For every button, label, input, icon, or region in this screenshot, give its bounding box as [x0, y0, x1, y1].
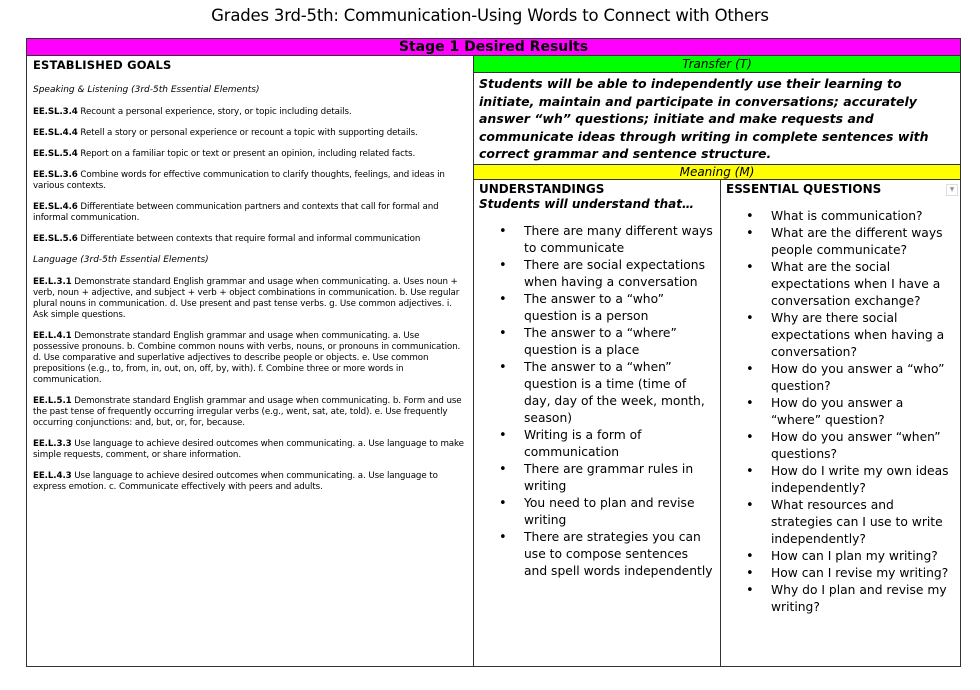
document-title: Grades 3rd-5th: Communication-Using Words to Connect with Others: [211, 6, 769, 25]
essential-question-item: • What is communication?: [771, 208, 955, 225]
essential-question-item: • How do you answer “when” questions?: [771, 429, 955, 463]
essential-question-item: • Why do I plan and revise my writing?: [771, 582, 955, 616]
goal-code: EE.L.3.3: [33, 439, 72, 449]
goal-text: Demonstrate standard English grammar and usage when communicating. a. Uses noun + verb, noun + adjective, and subject + verb + object combinations in communication. b. Use regular plural nouns in communication. d. Use present and past tense verbs. g. Use common adjectives. i. Ask simple questions.: [33, 277, 460, 320]
goal-code: EE.L.4.1: [33, 331, 72, 341]
goal-text: Use language to achieve desired outcomes when communicating. a. Use language to express emotion. c. Communicate effectively with peers and adults.: [33, 471, 438, 492]
understandings-cell: [474, 180, 721, 666]
transfer-statement: Students will be able to independently use their learning to initiate, maintain and participate in conversations; accurately answer “wh” questions; initiate and make requests and communicate ideas through writing in complete sentences with correct grammar and sentence structure.: [479, 76, 929, 161]
goal-text: Differentiate between communication partners and contexts that call for formal and informal communication.: [33, 202, 439, 223]
understanding-item: • There are grammar rules in writing: [524, 461, 715, 495]
stage1-table: [26, 38, 961, 667]
goal-item: [33, 170, 467, 192]
goal-item: [33, 439, 467, 461]
understandings-heading: UNDERSTANDINGS: [479, 182, 605, 196]
goal-item: [33, 471, 467, 493]
understanding-item: • There are social expectations when having a conversation: [524, 257, 715, 291]
goal-text: Demonstrate standard English grammar and usage when communicating. b. Form and use the past tense of frequently occurring irregular verbs (e.g., went, sat, ate, told). e. Use frequently occurring conjunctions: and, but, or, for, because.: [33, 396, 462, 428]
lang-goals-list: [33, 277, 467, 493]
understanding-item: • You need to plan and revise writing: [524, 495, 715, 529]
understandings-subheading: Students will understand that…: [479, 197, 694, 211]
essential-question-item: • How do you answer a “who” question?: [771, 361, 955, 395]
transfer-bar: Transfer (T): [474, 56, 960, 73]
meaning-bar: Meaning (M): [474, 164, 960, 180]
goal-item: [33, 396, 467, 429]
goal-text: Use language to achieve desired outcomes when communicating. a. Use language to make simple requests, comment, or share information.: [33, 439, 464, 460]
essential-question-item: • How do I write my own ideas independently?: [771, 463, 955, 497]
dropdown-arrow-icon[interactable]: ▼: [946, 184, 958, 196]
understanding-item: • The answer to a “who” question is a person: [524, 291, 715, 325]
lang-section-label: Language (3rd-5th Essential Elements): [33, 255, 209, 265]
understanding-item: • The answer to a “where” question is a place: [524, 325, 715, 359]
essential-question-item: • Why are there social expectations when having a conversation?: [771, 310, 955, 361]
goal-code: EE.SL.3.4: [33, 107, 78, 117]
goal-code: EE.L.5.1: [33, 396, 72, 406]
goal-item: [33, 202, 467, 224]
essential-question-item: • What are the different ways people communicate?: [771, 225, 955, 259]
goal-code: EE.SL.5.4: [33, 149, 78, 159]
understandings-list: [479, 223, 715, 580]
essential-questions-heading: ESSENTIAL QUESTIONS: [726, 182, 882, 196]
established-goals-cell: [27, 56, 474, 666]
sl-section-label: Speaking & Listening (3rd-5th Essential Elements): [33, 85, 260, 95]
goal-text: Demonstrate standard English grammar and usage when communicating. a. Use possessive pronouns. b. Combine common nouns with verbs, nouns, or pronouns in communication. d. Use comparative and superlative adjectives to describe people or objects. e. Use common prepositions (e.g., to, from, in, out, on, off, by, with). f. Combine three or more words in communication.: [33, 331, 461, 385]
understanding-item: • The answer to a “when” question is a time (time of day, day of the week, month, season): [524, 359, 715, 427]
goal-code: EE.SL.5.6: [33, 234, 78, 244]
essential-question-item: • What resources and strategies can I use to write independently?: [771, 497, 955, 548]
goal-text: Report on a familiar topic or text or present an opinion, including related facts.: [77, 149, 416, 159]
understanding-item: • Writing is a form of communication: [524, 427, 715, 461]
goal-text: Differentiate between contexts that require formal and informal communication: [77, 234, 421, 244]
stage-bar: Stage 1 Desired Results: [27, 39, 960, 56]
essential-questions-cell: [721, 180, 960, 666]
goal-text: Combine words for effective communication to clarify thoughts, feelings, and ideas in various contexts.: [33, 170, 445, 191]
goal-item: [33, 234, 467, 245]
goal-code: EE.SL.4.6: [33, 202, 78, 212]
goal-code: EE.L.3.1: [33, 277, 72, 287]
essential-questions-list: [726, 208, 955, 616]
understanding-item: • There are strategies you can use to compose sentences and spell words independently: [524, 529, 715, 580]
goal-code: EE.SL.3.6: [33, 170, 78, 180]
meaning-split: [474, 180, 960, 666]
goal-item: [33, 149, 467, 160]
goal-item: [33, 128, 467, 139]
goal-text: Recount a personal experience, story, or topic including details.: [77, 107, 352, 117]
essential-question-item: • How do you answer a “where” question?: [771, 395, 955, 429]
essential-question-item: • How can I plan my writing?: [771, 548, 955, 565]
goal-item: [33, 331, 467, 386]
sl-goals-list: [33, 107, 467, 245]
essential-question-item: • What are the social expectations when I have a conversation exchange?: [771, 259, 955, 310]
goals-heading: ESTABLISHED GOALS: [33, 58, 172, 72]
understanding-item: • There are many different ways to communicate: [524, 223, 715, 257]
goal-text: Retell a story or personal experience or recount a topic with supporting details.: [77, 128, 418, 138]
goal-code: EE.L.4.3: [33, 471, 72, 481]
transfer-meaning-column: [474, 56, 960, 666]
goal-code: EE.SL.4.4: [33, 128, 78, 138]
essential-question-item: • How can I revise my writing?: [771, 565, 955, 582]
goal-item: [33, 277, 467, 321]
goal-item: [33, 107, 467, 118]
